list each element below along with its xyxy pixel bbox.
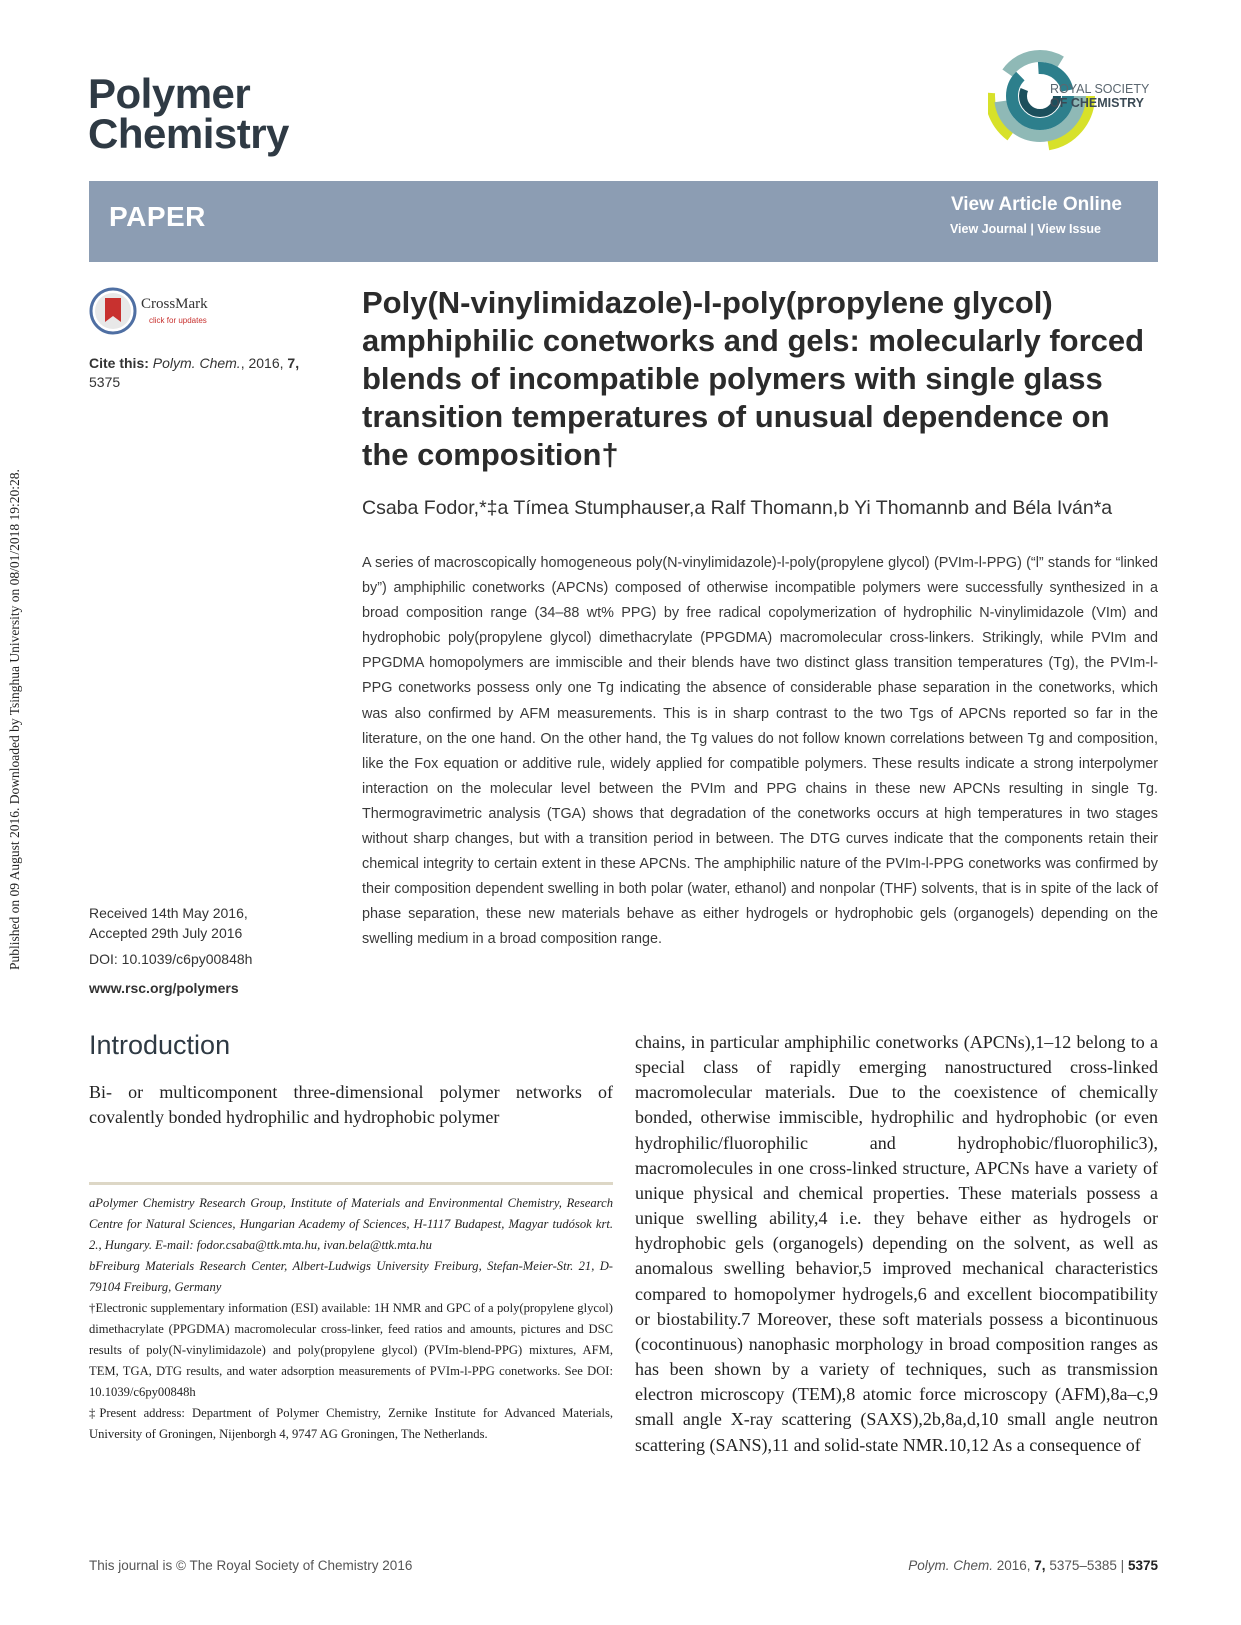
cite-page: 5375 [89,374,121,390]
rsc-logo-line1: ROYAL SOCIETY [1050,82,1150,96]
abstract: A series of macroscopically homogeneous poly(N-vinylimidazole)-l-poly(propylene glycol) (PVIm-l-PPG) (“l” stands for “linked by”) amphiphilic conetworks (APCNs) composed of otherwise incompatible polymers were successfully synthesized in a broad composition range (34–88 wt% PPG) by free radical copolymerization of hydrophilic N-vinylimidazole (VIm) and hydrophobic poly(propylene glycol) dimethacrylate (PPGDMA) macromolecular cross-linkers. Strikingly, while PVIm and PPGDMA homopolymers are immiscible and their blends have two distinct glass transition temperatures (Tg), the PVIm-l-PPG conetworks possess only one Tg indicating the absence of considerable phase separation in the conetworks, which was also confirmed by AFM measurements. This is in sharp contrast to the two Tgs of APCNs reported so far in the literature, on the one hand. On the other hand, the Tg values do not follow known correlations between Tg and composition, like the Fox equation or additive rule, widely applied for compatible polymers. These results indicate a strong interpolymer interaction on the molecular level between the PVIm and PPG chains in these new APCNs resulting in single Tg. Thermogravimetric analysis (TGA) shows that degradation of the conetworks occurs at high temperatures in two stages without sharp changes, but with a transition period in between. The DTG curves indicate that the components retain their chemical integrity to certain extent in these APCNs. The amphiphilic nature of the PVIm-l-PPG conetworks was confirmed by their composition dependent swelling in both polar (water, ethanol) and nonpolar (THF) solvents, that is in spite of the lack of phase separation, these new materials behave as either hydrogels or hydrophobic gels (organogels) depending on the swelling medium in a broad composition range. [362,555,1158,948]
crossmark-icon [89,286,137,336]
rsc-logo-line2: OF CHEMISTRY [1050,96,1144,110]
affiliation-b: bFreiburg Materials Research Center, Albert-Ludwigs University Freiburg, Stefan-Meier-Str. 21, D-79104 Freiburg, Germany [89,1259,613,1294]
introduction-column-2: chains, in particular amphiphilic conetworks (APCNs),1–12 belong to a special class of rapidly emerging nanostructured cross-linked macromolecular materials. Due to the coexistence of chemically bonded, otherwise immiscible, hydrophilic and hydrophobic (or even hydrophilic/fluorophilic and hydrophobic/fluorophilic3), macromolecules in one cross-linked structure, APCNs have a variety of unique physical and chemical properties. These materials possess a unique swelling ability,4 i.e. they behave either as hydrogels or hydrophobic gels (organogels) depending on the solvent, as well as anomalous swelling behavior,5 improved mechanical characteristics compared to homopolymer hydrogels,6 and excellent biocompatibility or biostability.7 Moreover, these soft materials possess a bicontinuous (cocontinuous) nanophasic morphology in broad composition ranges as has been shown by a variety of techniques, such as transmission electron microscopy (TEM),8 atomic force microscopy (AFM),8a–c,9 small angle X-ray scattering (SAXS),2b,8a,d,10 small angle neutron scattering (SANS),11 and solid-state NMR.10,12 As a consequence of [635,1032,1158,1455]
cite-journal: Polym. Chem. [152,355,241,371]
download-stamp: Published on 09 August 2016. Downloaded by Tsinghua University on 08/01/2018 19:20:28. [7,469,22,970]
rsc-logo [988,40,1158,152]
introduction-column-1: Bi- or multicomponent three-dimensional polymer networks of covalently bonded hydrophilic and hydrophobic polymer [89,1082,613,1127]
cite-prefix: Cite this: [89,355,149,371]
accepted-date: Accepted 29th July 2016 [89,925,243,941]
view-journal-link[interactable]: View Journal [949,222,1027,236]
footer-separator: | [1120,1558,1125,1573]
crossmark-badge[interactable] [89,286,229,338]
footnotes [89,1193,613,1445]
footer-journal: Polym. Chem. [908,1558,993,1573]
footer-year: 2016, [996,1558,1031,1573]
section-heading-introduction: Introduction [89,1030,231,1060]
present-address-note: ‡Present address: Department of Polymer Chemistry, Zernike Institute for Advanced Materials, University of Groningen, Nijenborgh 4, 9747 AG Groningen, The Netherlands. [89,1406,613,1441]
article-history [89,903,329,943]
journal-title-line2: Chemistry [88,110,289,157]
crossmark-label: CrossMark [141,296,208,312]
affiliation-a: aPolymer Chemistry Research Group, Institute of Materials and Environmental Chemistry, Research Centre for Natural Sciences, Hungarian Academy of Sciences, H-1117 Budapest, Magyar tudósok krt. 2., Hungary. E-mail: fodor.csaba@ttk.mta.hu, ivan.bela@ttk.mta.hu [89,1196,613,1252]
banner-links [950,222,1101,236]
cite-year: 2016, [248,355,284,371]
author-list: Csaba Fodor,*‡a Tímea Stumphauser,a Ralf Thomann,b Yi Thomannb and Béla Iván*a [362,497,1113,519]
footnote-divider [89,1182,613,1185]
esi-note: †Electronic supplementary information (ESI) available: 1H NMR and GPC of a poly(propylene glycol) dimethacrylate (PPGDMA) macromolecular cross-linker, feed ratios and amounts, pictures and DSC results of poly(N-vinylimidazole) and poly(propylene glycol) (PVIm-blend-PPG) mixtures, AFM, TEM, TGA, DTG results, and water adsorption measurements of PVIm-l-PPG conetworks. See DOI: 10.1039/c6py00848h [89,1301,613,1399]
view-issue-link[interactable]: View Issue [1037,222,1101,236]
article-title: Poly(N-vinylimidazole)-l-poly(propylene glycol) amphiphilic conetworks and gels: molecularly forced blends of incompatible polymers with single glass transition temperatures of unusual dependence on the composition† [362,285,1145,472]
footer-copyright: This journal is © The Royal Society of Chemistry 2016 [89,1558,413,1573]
cite-volume: 7, [287,355,300,371]
received-date: Received 14th May 2016, [89,905,248,921]
journal-title-line1: Polymer [88,70,251,117]
article-banner [89,181,1158,262]
footer-volume: 7, [1034,1558,1046,1573]
footer-pages: 5375–5385 [1049,1558,1117,1573]
view-article-online-link[interactable]: View Article Online [950,194,1122,215]
article-type: PAPER [109,201,206,232]
crossmark-sublabel: click for updates [149,316,207,325]
banner-separator: | [1030,222,1034,236]
doi: DOI: 10.1039/c6py00848h [89,951,253,967]
journal-title [88,70,428,157]
footer-page-number: 5375 [1127,1558,1158,1573]
journal-website-link[interactable]: www.rsc.org/polymers [89,980,239,996]
footer-citation [908,1558,1158,1573]
citation: Cite this: Polym. Chem., 2016, 7, 5375 [89,355,300,390]
